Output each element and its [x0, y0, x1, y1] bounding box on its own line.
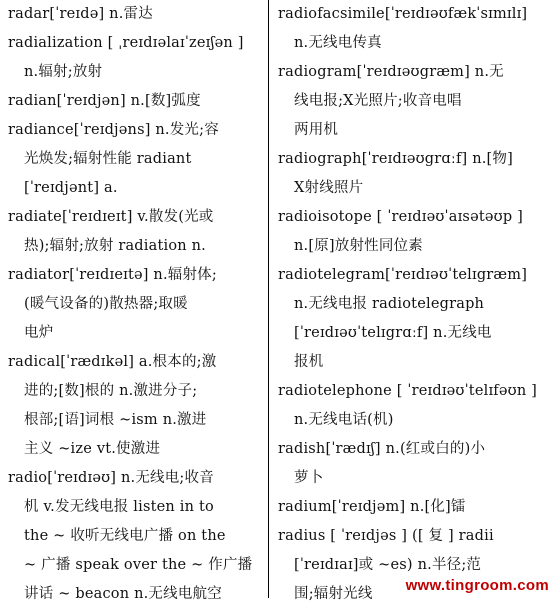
- left-column-line: 根部;[语]词根 ~ism n.激进: [24, 412, 207, 428]
- right-column-line: [ˈreɪdɪəʊˈtelɪgrɑːf] n.无线电: [294, 325, 492, 341]
- right-column-line: radiofacsimile[ˈreɪdɪəʊfækˈsɪmɪlɪ]: [278, 6, 528, 22]
- right-column-line: 线电报;X光照片;收音电唱: [294, 93, 462, 109]
- right-column-line: 报机: [294, 354, 324, 370]
- watermark: www.tingroom.com: [405, 577, 549, 594]
- right-column-line: radium[ˈreɪdjəm] n.[化]镭: [278, 499, 466, 515]
- left-column-line: ~ 广播 speak over the ~ 作广播: [24, 557, 253, 573]
- right-column: [278, 0, 548, 609]
- right-column-line: 萝卜: [294, 470, 324, 486]
- right-column-line: radiograph[ˈreɪdɪəʊgrɑːf] n.[物]: [278, 151, 513, 167]
- right-column-line: n.无线电传真: [294, 35, 382, 51]
- right-column-line: radius [ ˈreɪdjəs ] ([ 复 ] radii: [278, 528, 494, 544]
- right-column-line: radish[ˈrædɪʃ] n.(红或白的)小: [278, 441, 486, 457]
- left-column-line: (暖气设备的)散热器;取暖: [24, 296, 188, 312]
- right-column-line: X射线照片: [294, 180, 364, 196]
- left-column-line: 热);辐射;放射 radiation n.: [24, 238, 206, 254]
- right-column-line: n.无线电话(机): [294, 412, 394, 428]
- right-column-line: [ˈreɪdɪaɪ]或 ~es) n.半径;范: [294, 557, 482, 573]
- right-column-line: n.无线电报 radiotelegraph: [294, 296, 485, 312]
- left-column: [8, 0, 263, 609]
- left-column-line: radiator[ˈreɪdɪeɪtə] n.辐射体;: [8, 267, 217, 283]
- left-column-line: radiance[ˈreɪdjəns] n.发光;容: [8, 122, 219, 138]
- left-column-line: 主义 ~ize vt.使激进: [24, 441, 161, 457]
- left-column-line: 讲话 ~ beacon n.无线电航空: [24, 586, 222, 602]
- left-column-line: radio[ˈreɪdɪəʊ] n.无线电;收音: [8, 470, 214, 486]
- left-column-line: 进的;[数]根的 n.激进分子;: [24, 383, 198, 399]
- left-column-line: radialization [ ˌreɪdɪəlaɪˈzeɪʃən ]: [8, 35, 244, 51]
- right-column-line: radiogram[ˈreɪdɪəʊgræm] n.无: [278, 64, 504, 80]
- right-column-line: radiotelegram[ˈreɪdɪəʊˈtelɪgræm]: [278, 267, 528, 283]
- left-column-line: [ˈreɪdjənt] a.: [24, 180, 118, 196]
- left-column-line: 光焕发;辐射性能 radiant: [24, 151, 192, 167]
- right-column-line: radioisotope [ ˈreɪdɪəʊˈaɪsətəʊp ]: [278, 209, 523, 225]
- column-divider: [268, 0, 269, 598]
- left-column-line: the ~ 收听无线电广播 on the: [24, 528, 226, 544]
- right-column-line: 围;辐射光线: [294, 586, 373, 602]
- right-column-line: radiotelephone [ ˈreɪdɪəʊˈtelɪfəʊn ]: [278, 383, 538, 399]
- left-column-line: 机 v.发无线电报 listen in to: [24, 499, 214, 515]
- right-column-line: n.[原]放射性同位素: [294, 238, 423, 254]
- left-column-line: radical[ˈrædɪkəl] a.根本的;激: [8, 354, 217, 370]
- right-column-line: 两用机: [294, 122, 339, 138]
- left-column-line: radiate[ˈreɪdɪeɪt] v.散发(光或: [8, 209, 214, 225]
- left-column-line: radian[ˈreɪdjən] n.[数]弧度: [8, 93, 201, 109]
- left-column-line: radar[ˈreɪdə] n.雷达: [8, 6, 153, 22]
- left-column-line: n.辐射;放射: [24, 64, 103, 80]
- left-column-line: 电炉: [24, 325, 54, 341]
